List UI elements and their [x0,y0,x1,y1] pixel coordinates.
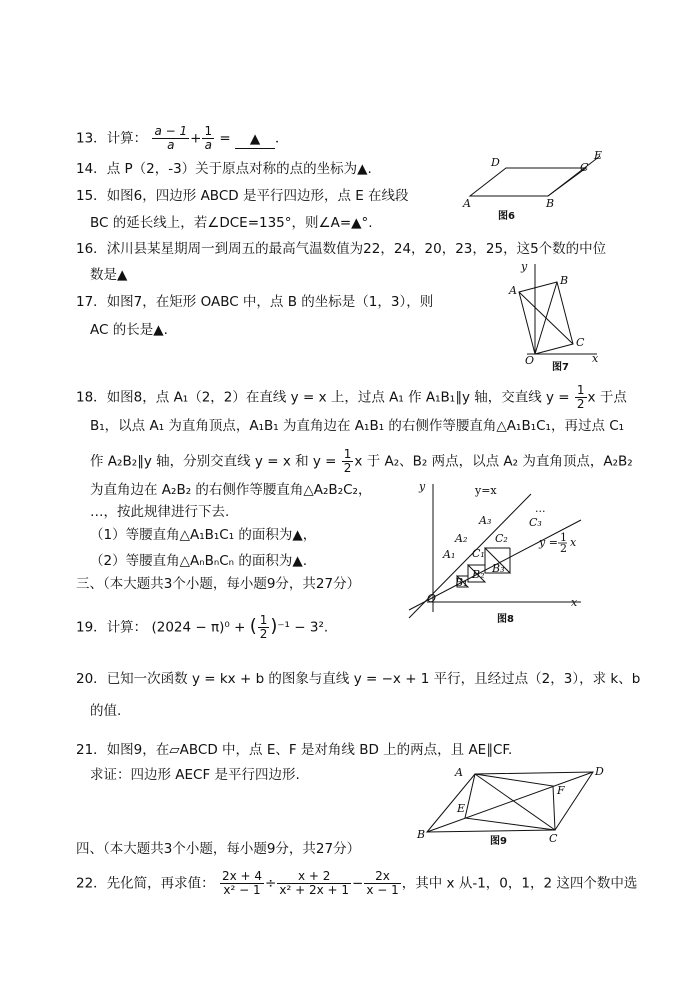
label-b: B [560,274,569,287]
fraction: $\frac{1}{2}$ [343,447,352,475]
figure-7 [505,258,605,373]
label-d: D [595,765,604,778]
section-4-header: 四、（本大题共3个小题，每小题9分，共27分） [76,841,361,857]
label-c: C [576,336,585,349]
fraction: $\frac{1}{2}$ [576,383,585,411]
parallelogram-abcd [470,168,586,196]
question-18-line2: B₁，以点 A₁ 为直角顶点，A₁B₁ 为直角边在 A₁B₁ 的右侧作等腰直角△A₁B₁C₁，再过点 C₁ [90,418,625,434]
question-18-line3: 作 A₂B₂∥y 轴，分别交直线 y = x 和 y = $\frac{1}{2}$ x 于 A₂、B₂ 两点，以点 A₂ 为直角顶点，A₂B₂ [90,447,633,475]
label-y: y [419,480,426,493]
question-number: 20． [76,671,107,687]
label-e: E [457,802,466,815]
label-b2: B₂ [472,568,485,581]
fraction: $\frac{2x}{x - 1}$ [366,869,399,897]
label-line-half-x-pre: y = [539,536,558,549]
question-17-line2: AC 的长是▲. [90,322,168,338]
question-number: 14． [76,161,107,177]
fraction: $\frac{x + 2}{\text{x² + 2x + 1}}$ [279,869,350,897]
fraction: $\frac{a - 1}{a}$ [154,124,188,152]
figure-8 [405,480,590,625]
question-18-sub1: （1）等腰直角△A₁B₁C₁ 的面积为▲， [90,527,317,543]
label-e: E [594,149,603,162]
label-line-half-x-den: 2 [560,542,567,555]
fraction: $\frac{1}{2}$ [259,613,268,641]
question-number: 21． [76,742,107,758]
label-c1: C₁ [472,547,485,560]
question-number: 13． [76,130,107,147]
label-x: x [592,352,599,365]
question-number: 17． [76,294,107,310]
question-22: 22．先化简，再求值： $\frac{2x + 4}{\text{x² − 1}}$ ÷ $\frac{x + 2}{\text{x² + 2x + 1}}$ − $\frac{2x}{x - 1}$ ，其中 x 从-1，0，1，2 这四个数中选 [76,869,638,897]
question-number: 19． [76,619,107,636]
question-17: 17．如图7，在矩形 OABC 中，点 B 的坐标是（1，3），则 [76,294,434,310]
section-3-header: 三、（本大题共3个小题，每小题9分，共27分） [76,576,361,592]
question-20: 20．已知一次函数 y = kx + b 的图象与直线 y = −x + 1 平行，且经过点（2，3），求 k、b [76,671,641,687]
label-x: x [571,596,578,609]
question-13: 13．计算： $\frac{a - 1}{a}$ + $\frac{1}{a}$ = ▲ ． [76,124,289,152]
label-b: B [546,197,555,210]
label-c: C [580,161,589,174]
question-16: 16．沭川县某星期周一到周五的最高气温数值为22，24，20，23，25，这5个数的中位 [76,241,607,257]
question-21-line2: 求证：四边形 AECF 是平行四边形. [90,767,300,783]
question-18-sub2: （2）等腰直角△AₙBₙCₙ 的面积为▲. [90,553,307,569]
label-f: F [557,784,565,797]
fraction: $\frac{2x + 4}{\text{x² − 1}}$ [221,869,263,897]
question-14: 14．点 P（2，-3）关于原点对称的点的坐标为▲. [76,161,372,177]
figure-caption: 图8 [497,614,514,625]
label-a: A [455,766,463,779]
question-15: 15．如图6，四边形 ABCD 是平行四边形，点 E 在线段 [76,188,409,204]
label-c2: C₂ [495,532,508,545]
diagonal-ac [475,774,555,830]
question-18-line4: 为直角边在 A₂B₂ 的右侧作等腰直角△A₂B₂C₂， [90,482,372,498]
label-line-half-x-post: x [570,536,577,549]
figure-9 [415,764,615,849]
label-b3: B₃ [492,562,505,575]
fraction: $\frac{1}{a}$ [204,124,213,152]
question-number: 15． [76,188,107,204]
question-21: 21．如图9，在▱ABCD 中，点 E、F 是对角线 BD 上的两点，且 AE∥CF. [76,742,513,758]
figure-caption: 图7 [552,362,569,373]
figure-caption: 图6 [498,211,515,222]
label-y: y [521,260,528,273]
question-20-line2: 的值. [90,703,122,719]
label-a: A [463,197,471,210]
label-line-y-equals-x: y=x [475,484,497,497]
label-a1: A₁ [443,548,456,561]
question-18: 18．如图8，点 A₁（2，2）在直线 y = x 上，过点 A₁ 作 A₁B₁∥y 轴，交直线 y = $\frac{1}{2}$ x 于点 [76,383,627,411]
figure-6 [458,146,618,226]
label-c3: C₃ [529,516,542,529]
figure-caption: 图9 [490,836,507,847]
question-18-line5: …，按此规律进行下去. [90,504,230,520]
label-d: D [491,156,500,169]
extension-line-ce [548,156,600,196]
question-number: 16． [76,241,107,257]
label-o: O [525,354,535,367]
label-line-half-x-num: 1 [560,531,567,544]
question-19: 19．计算： (2024 − π)⁰ + ( $\frac{1}{2}$ )⁻¹ − 3². [76,613,329,641]
label-dots: ... [535,502,546,515]
label-c: C [549,832,558,845]
label-a2: A₂ [455,532,468,545]
question-15-line2: BC 的延长线上，若∠DCE=135°，则∠A=▲°. [90,215,373,231]
answer-blank: ▲ [235,130,275,149]
label-a: A [509,284,517,297]
label-b1: B₁ [455,576,468,589]
diagonal-ob [535,282,557,354]
label-a3: A₃ [479,514,492,527]
label-o: O [427,592,437,605]
question-16-line2: 数是▲ [90,267,128,283]
question-number: 18． [76,389,107,406]
label-b: B [417,828,426,841]
question-number: 22． [76,875,107,892]
